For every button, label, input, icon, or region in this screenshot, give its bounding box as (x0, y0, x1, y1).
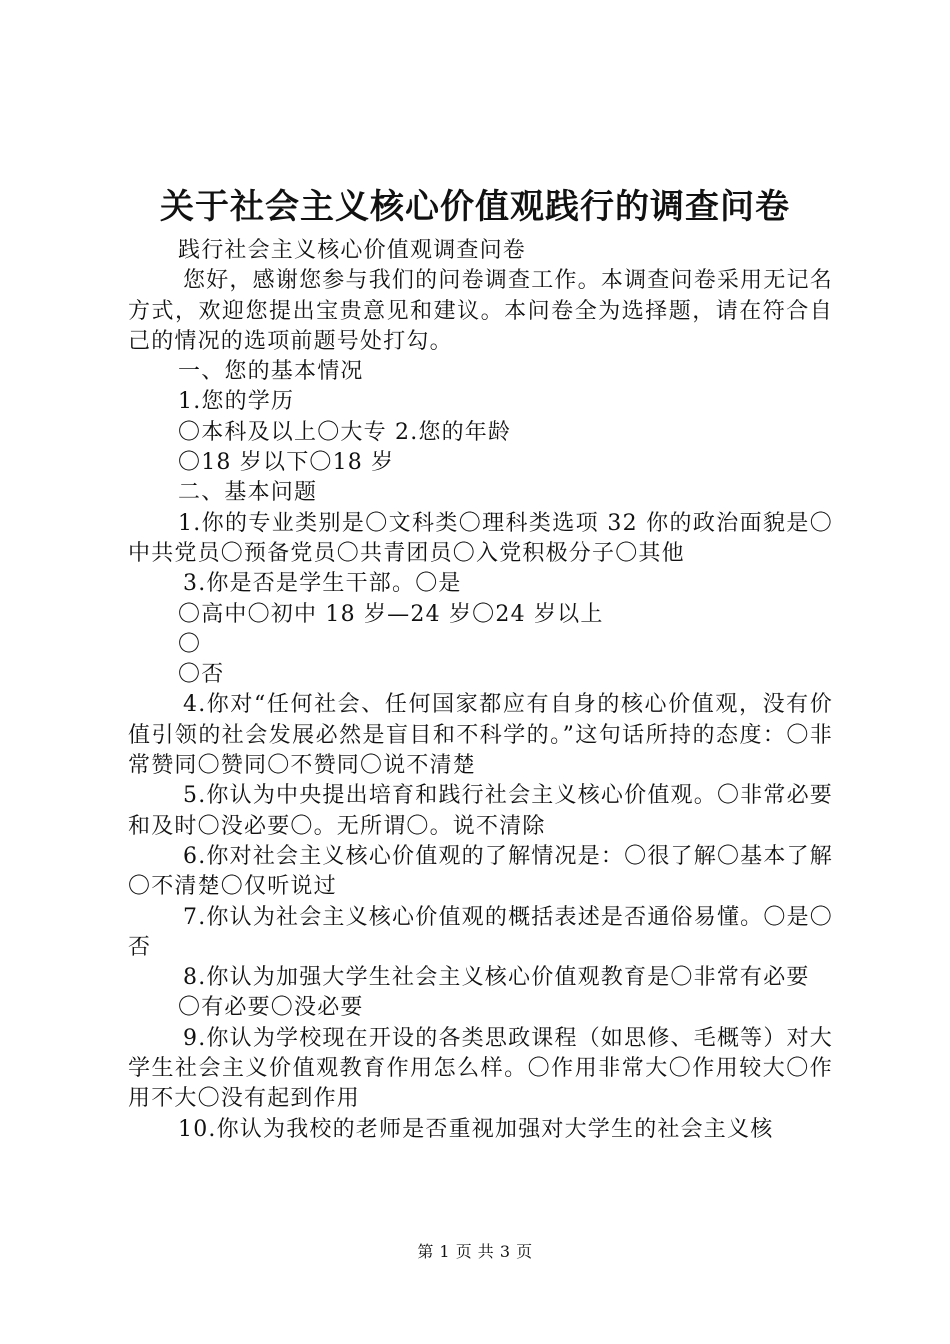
paragraph: 您好，感谢您参与我们的问卷调查工作。本调查问卷采用无记名方式，欢迎您提出宝贵意见和建议。本问卷全为选择题，请在符合自己的情况的选项前题号处打勾。 (128, 268, 833, 354)
paragraph: 6.你对社会主义核心价值观的了解情况是：〇很了解〇基本了解〇不清楚〇仅听说过 (128, 843, 833, 900)
paragraph: 1.您的学历 (178, 389, 295, 415)
paragraph: 5.你认为中央提出培育和践行社会主义核心价值观。〇非常必要和及时〇没必要〇。无所谓〇。说不清除 (128, 783, 833, 839)
document-body (128, 236, 833, 1145)
paragraph: 〇 (178, 631, 202, 657)
paragraph: 4.你对“任何社会、任何国家都应有自身的核心价值观，没有价值引领的社会发展必然是盲目和不科学的。”这句话所持的态度：〇非常赞同〇赞同〇不赞同〇说不清楚 (128, 692, 833, 779)
paragraph: 〇高中〇初中 18 岁—24 岁〇24 岁以上 (178, 601, 604, 627)
paragraph: 〇18 岁以下〇18 岁 (178, 450, 395, 476)
document-title: 关于社会主义核心价值观践行的调查问卷 (160, 187, 790, 227)
paragraph: 一、您的基本情况 (178, 359, 364, 385)
paragraph: 9.你认为学校现在开设的各类思政课程（如思修、毛概等）对大学生社会主义价值观教育作用怎么样。〇作用非常大〇作用较大〇作用不大〇没有起到作用 (128, 1025, 833, 1112)
paragraph: 10.你认为我校的老师是否重视加强对大学生的社会主义核 (178, 1116, 774, 1142)
paragraph: 1.你的专业类别是〇文科类〇理科类选项 32 你的政治面貌是〇中共党员〇预备党员〇共青团员〇入党积极分子〇其他 (128, 510, 833, 566)
paragraph: 7.你认为社会主义核心价值观的概括表述是否通俗易懂。〇是〇否 (128, 904, 833, 960)
paragraph: 〇有必要〇没必要 (178, 995, 364, 1021)
paragraph: 践行社会主义核心价值观调查问卷 (178, 238, 527, 263)
page-footer: 第 1 页 共 3 页 (417, 1242, 533, 1261)
paragraph: 3.你是否是学生干部。〇是 (183, 571, 462, 597)
paragraph: 〇本科及以上〇大专 2.您的年龄 (178, 419, 512, 445)
paragraph: 二、基本问题 (178, 480, 318, 506)
paragraph: 〇否 (178, 662, 225, 688)
paragraph: 8.你认为加强大学生社会主义核心价值观教育是〇非常有必要 (183, 965, 810, 991)
